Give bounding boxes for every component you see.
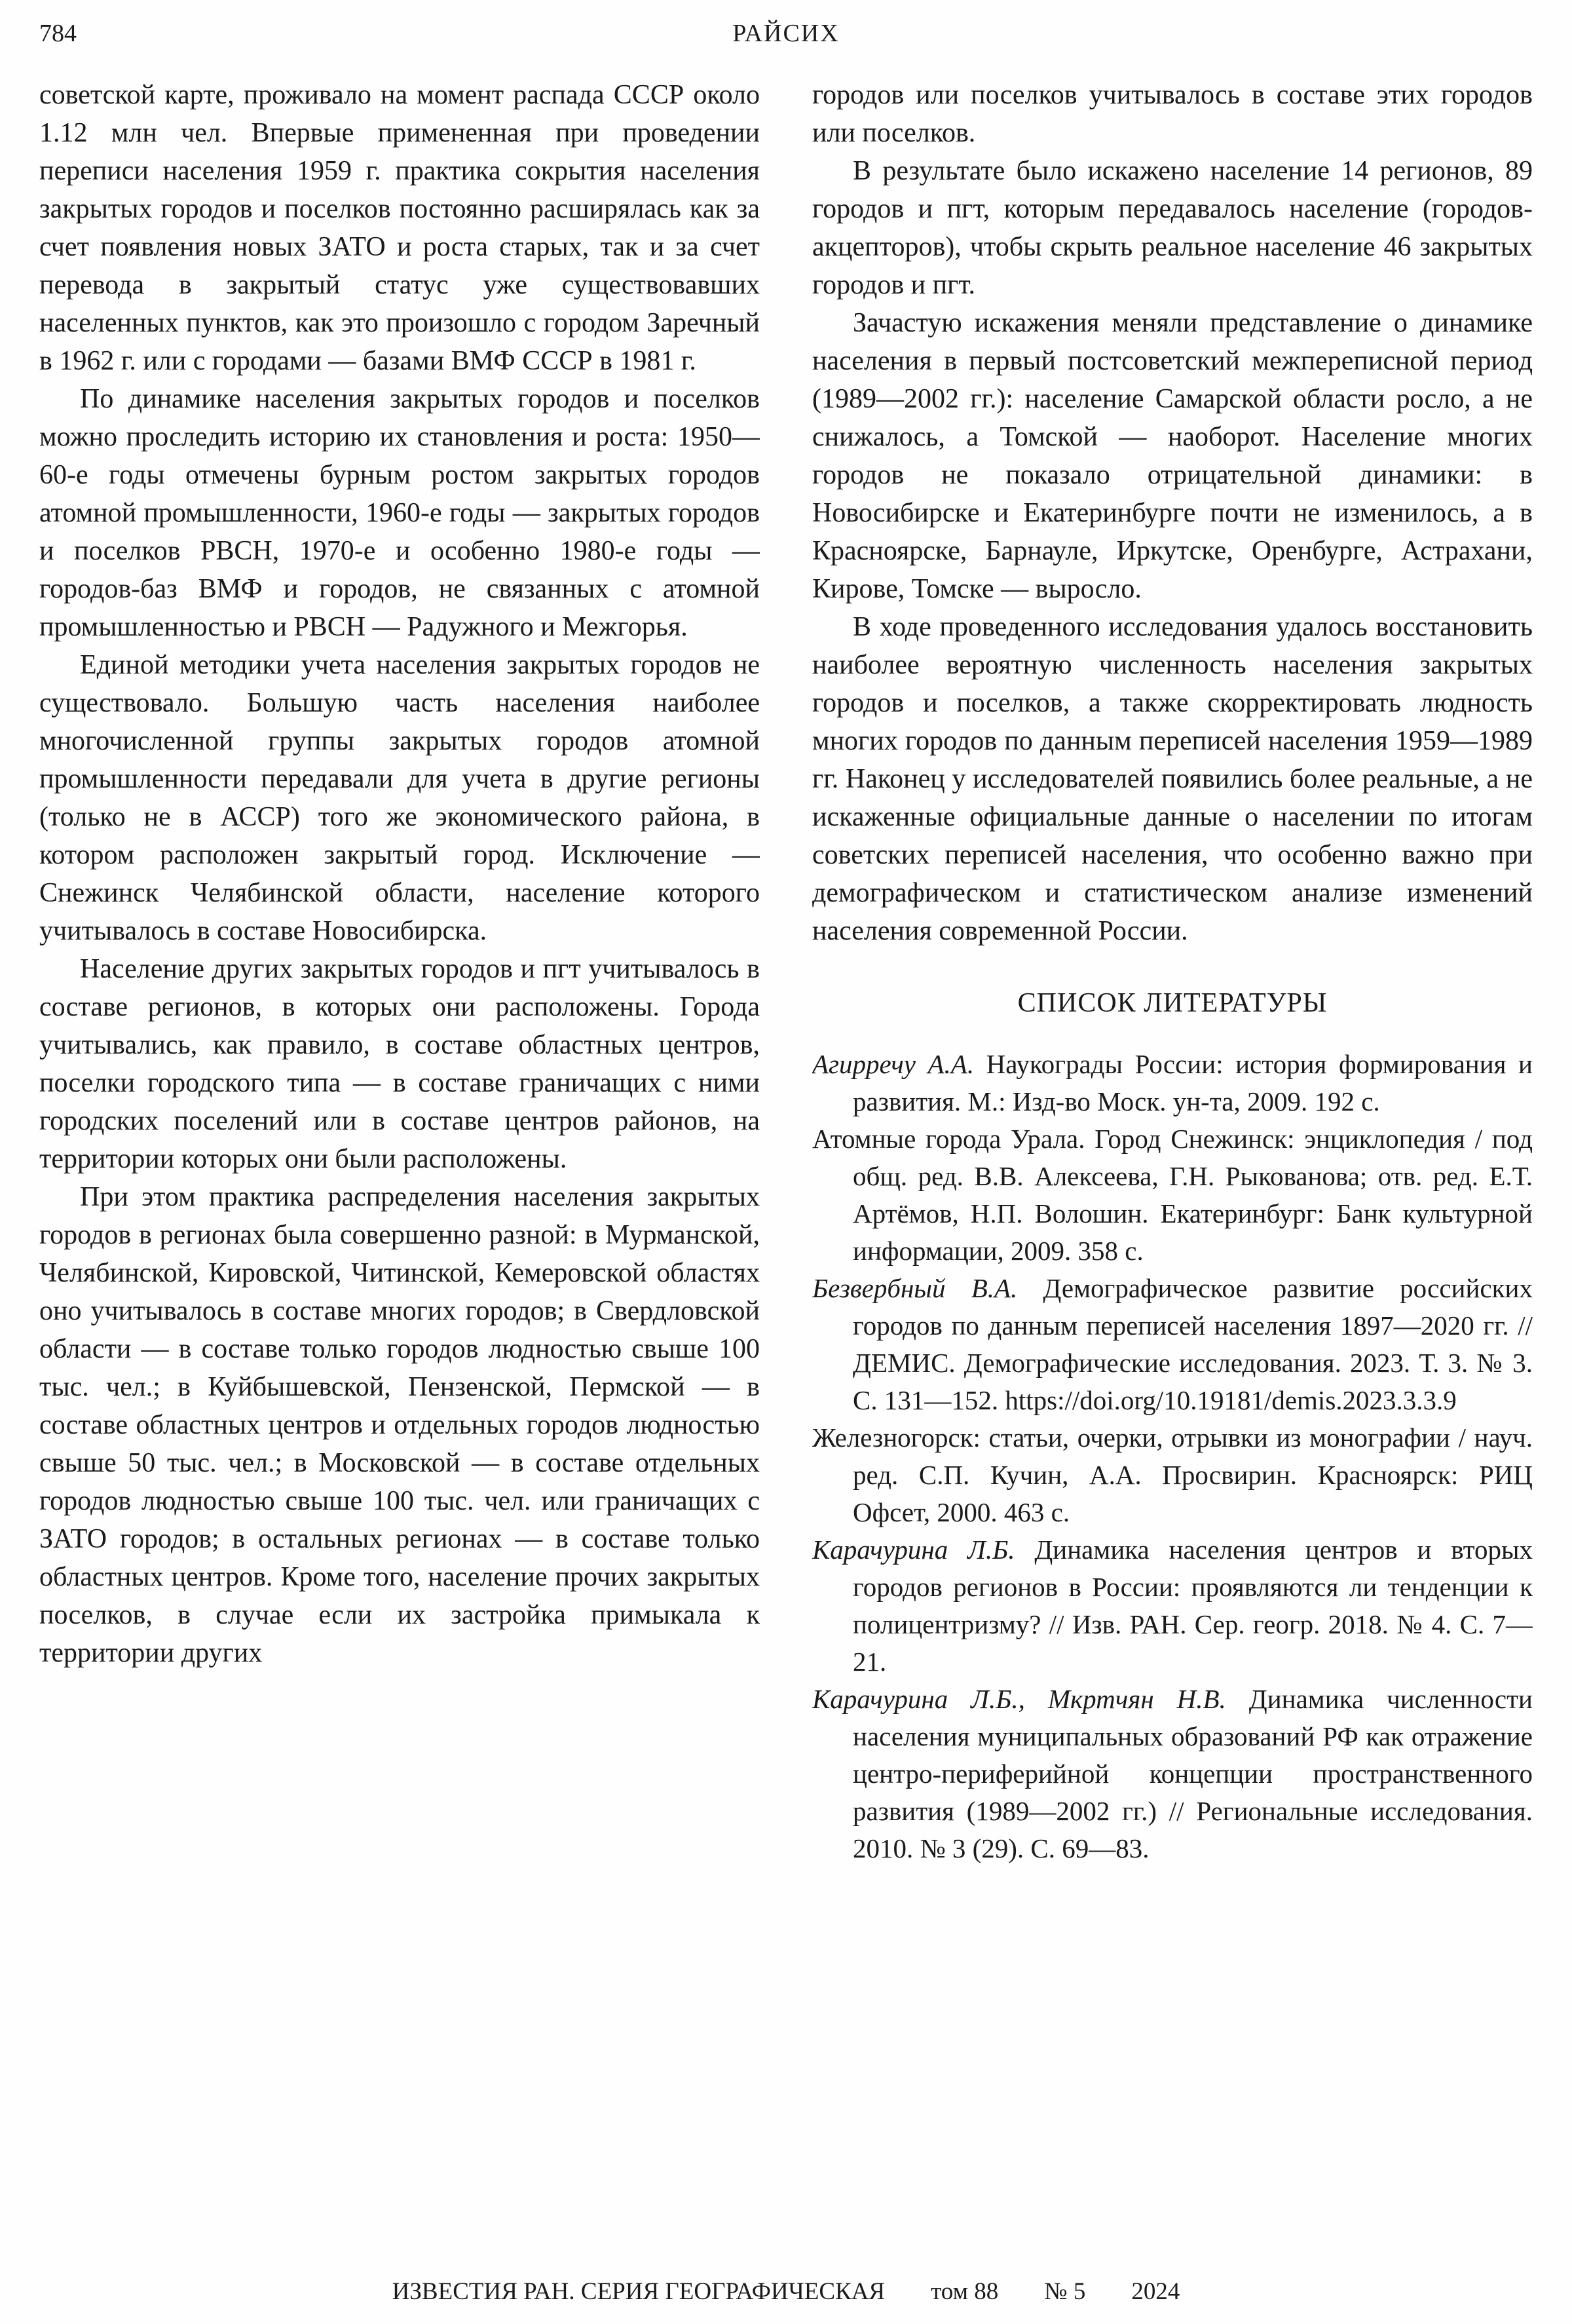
reference-item: [812, 1419, 1533, 1531]
paragraph: Зачастую искажения меняли представление о динамике населения в первый постсоветский межпереписной период (1989—2002 гг.): население Самарской области росло, а не снижалось, а Томской — наоборот. Население многих городов не показало отрицательной динамики: в Новосибирске и Екатеринбурге почти не изменилось, а в Красноярске, Барнауле, Иркутске, Оренбурге, Астрахани, Кирове, Томске — выросло.: [812, 308, 1533, 604]
page-footer: [39, 2277, 1533, 2306]
right-column: [812, 76, 1533, 2277]
paragraph: По динамике населения закрытых городов и поселков можно проследить историю их становления и роста: 1950—60-е годы отмечены бурным ростом закрытых городов атомной промышленности, 1960-е годы — закрытых городов и поселков РВСН, 1970-е и особенно 1980-е годы — городов-баз ВМФ и городов, не связанных с атомной промышленностью и РВСН — Радужного и Межгорья.: [39, 384, 760, 642]
footer-journal: ИЗВЕСТИЯ РАН. СЕРИЯ ГЕОГРАФИЧЕСКАЯ: [392, 2278, 886, 2305]
references-list: [812, 1046, 1533, 1867]
reference-item: [812, 1531, 1533, 1681]
reference-item: [812, 1681, 1533, 1867]
two-column-body: [39, 76, 1533, 2277]
reference-item: [812, 1270, 1533, 1419]
footer-year: 2024: [1131, 2278, 1180, 2305]
reference-text: Атомные города Урала. Город Снежинск: энциклопедия / под общ. ред. В.В. Алексеева, Г.Н. Рыкованова; отв. ред. Е.Т. Артёмов, Н.П. Волошин. Екатеринбург: Банк культурной информации, 2009. 358 с.: [812, 1124, 1533, 1266]
reference-authors: Карачурина Л.Б., Мкртчян Н.В.: [812, 1684, 1226, 1714]
paragraph: При этом практика распределения населения закрытых городов в регионах была совершенно разной: в Мурманской, Челябинской, Кировской, Читинской, Кемеровской областях оно учитывалось в составе многих городов; в Свердловской области — в составе только городов людностью свыше 100 тыс. чел.; в Куйбышевской, Пензенской, Пермской — в составе областных центров и отдельных городов людностью свыше 50 тыс. чел.; в Московской — в составе отдельных городов людностью свыше 100 тыс. чел. или граничащих с ЗАТО городов; в остальных регионах — в составе только областных центров. Кроме того, население прочих закрытых поселков, в случае если их застройка примыкала к территории других: [39, 1182, 760, 1668]
reference-text: Наукограды России: история формирования и развития. М.: Изд-во Моск. ун-та, 2009. 192 с.: [853, 1049, 1533, 1116]
reference-authors: Агирречу А.А.: [812, 1049, 975, 1079]
left-column: [39, 76, 760, 2277]
paragraph: В результате было искажено население 14 регионов, 89 городов и пгт, которым передавалось население (городов-акцепторов), чтобы скрыть реальное население 46 закрытых городов и пгт.: [812, 156, 1533, 300]
reference-text: Динамика численности населения муниципальных образований РФ как отражение центро-периферийной концепции пространственного развития (1989—2002 гг.) // Региональные исследования. 2010. № 3 (29). С. 69—83.: [853, 1684, 1533, 1863]
reference-text: Железногорск: статьи, очерки, отрывки из монографии / науч. ред. С.П. Кучин, А.А. Просвирин. Красноярск: РИЦ Офсет, 2000. 463 с.: [812, 1422, 1533, 1527]
reference-text: Динамика населения центров и вторых городов регионов в России: проявляются ли тенденции к полицентризму? // Изв. РАН. Сер. геогр. 2018. № 4. С. 7—21.: [853, 1534, 1533, 1677]
reference-authors: Безвербный В.А.: [812, 1273, 1018, 1303]
reference-authors: Карачурина Л.Б.: [812, 1534, 1015, 1565]
footer-volume: том 88: [931, 2278, 999, 2305]
reference-item: [812, 1046, 1533, 1120]
paragraph: Население других закрытых городов и пгт учитывалось в составе регионов, в которых они расположены. Города учитывались, как правило, в составе областных центров, поселки городского типа — в составе граничащих с ними городских поселений или в составе центров районов, на территории которых они были расположены.: [39, 954, 760, 1174]
paragraph: В ходе проведенного исследования удалось восстановить наиболее вероятную численность населения закрытых городов и поселков, а также скорректировать людность многих городов по данным переписей населения 1959—1989 гг. Наконец у исследователей появились более реальные, а не искаженные официальные данные о населении по итогам советских переписей населения, что особенно важно при демографическом и статистическом анализе изменений населения современной России.: [812, 612, 1533, 946]
paragraph: советской карте, проживало на момент распада СССР около 1.12 млн чел. Впервые примененная при проведении переписи населения 1959 г. практика сокрытия населения закрытых городов и поселков постоянно расширялась как за счет появления новых ЗАТО и роста старых, так и за счет перевода в закрытый статус уже существовавших населенных пунктов, как это произошло с городом Заречный в 1962 г. или с городами — базами ВМФ СССР в 1981 г.: [39, 80, 760, 376]
page-number: 784: [39, 20, 77, 47]
page-header: [39, 17, 1533, 50]
reference-item: [812, 1120, 1533, 1270]
references-heading: СПИСОК ЛИТЕРАТУРЫ: [1017, 988, 1328, 1018]
paragraph: городов или поселков учитывалось в составе этих городов или поселков.: [812, 80, 1533, 148]
paragraph: Единой методики учета населения закрытых городов не существовало. Большую часть населения наиболее многочисленной группы закрытых городов атомной промышленности передавали для учета в другие регионы (только не в АССР) того же экономического района, в котором расположен закрытый город. Исключение — Снежинск Челябинской области, население которого учитывалось в составе Новосибирска.: [39, 650, 760, 946]
footer-issue: № 5: [1044, 2278, 1086, 2305]
reference-text: Демографическое развитие российских городов по данным переписей населения 1897—2020 гг. // ДЕМИС. Демографические исследования. 2023. Т. 3. № 3. С. 131—152. https://doi.org/10.19181/demis.2023.3.3.9: [853, 1273, 1533, 1415]
running-head: РАЙСИХ: [732, 20, 840, 47]
